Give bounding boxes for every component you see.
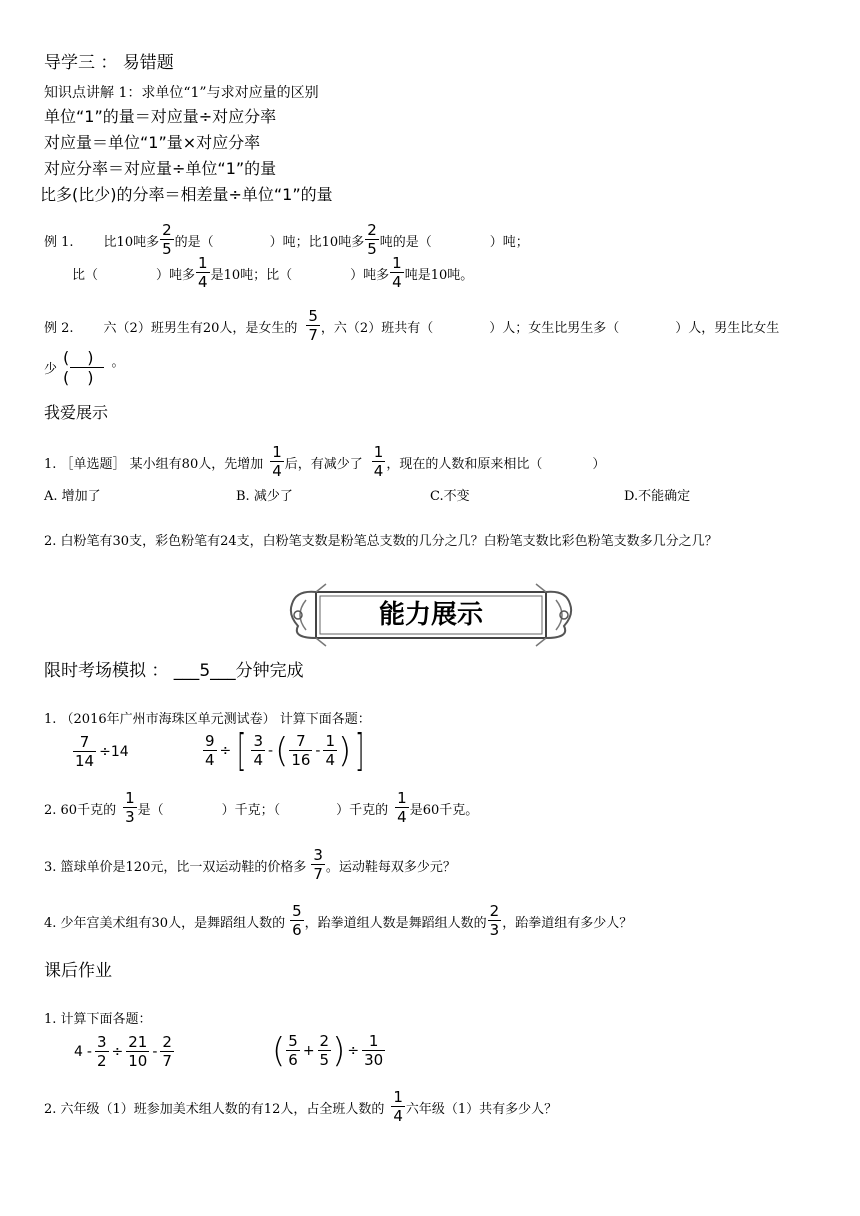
text: 六（2）班男生有20人，是女生的 [103,320,298,336]
fraction-21-10: $\frac{21}{10}$ [128,1033,148,1070]
fraction-1-4: $\frac{1}{4}$ [373,443,384,480]
text: ，跆拳道组有多少人？ [502,915,633,931]
fraction-2-5: $\frac{2}{5}$ [162,221,172,258]
exam-question-4 [44,900,632,942]
fraction-5-6: $\frac{5}{6}$ [288,1032,298,1069]
expression-hw-q1a [72,1030,175,1074]
text: ÷14 [99,744,129,760]
time-limit-value: 5 [199,661,211,681]
text: ÷ [219,743,232,759]
exam-question-1: 1. （2016年广州市海珠区单元测试卷） 计算下面各题： [44,712,371,727]
option-c: C.不变 [430,489,470,504]
text: 是60千克。 [409,802,479,818]
bracket-right: ] [355,725,365,776]
text: - [152,1044,158,1060]
paren-right: ) [338,731,352,771]
fraction-1-4: $\frac{1}{4}$ [393,1088,403,1125]
text: 2. 60千克的 [44,802,117,818]
example-2-line-1 [44,306,779,346]
fraction-2-3: $\frac{2}{3}$ [489,902,500,939]
text: - [315,743,321,759]
banner-title: 能力展示 [378,600,483,630]
bracket-left: [ [237,725,247,776]
text: 4 [74,1044,83,1060]
text: ，跆拳道组人数是舞蹈组人数的 [304,915,487,931]
fraction-2-7: $\frac{2}{7}$ [162,1033,172,1070]
paren-left: ( [275,731,289,771]
expression-q1b [202,726,368,776]
section-heading-homework: 课后作业 [44,961,112,981]
fraction-3-2: $\frac{3}{2}$ [96,1033,107,1070]
homework-question-1: 1. 计算下面各题： [44,1012,152,1027]
paren-left: ( [272,1031,286,1071]
fraction-7-14: $\frac{7}{14}$ [75,733,95,770]
text: 比（ [72,267,99,283]
text: - [86,1044,92,1060]
fraction-2-5: $\frac{2}{5}$ [319,1032,330,1069]
fraction-1-4: $\frac{1}{4}$ [397,789,407,826]
text: ）吨多 [350,267,390,283]
text: ，六（2）班共有（ [320,320,434,336]
fraction-9-4: $\frac{9}{4}$ [205,732,215,769]
fraction-5-6: $\frac{5}{6}$ [292,902,302,939]
paren-right: ) [332,1031,346,1071]
text: 六年级（1）共有多少人？ [405,1101,558,1117]
text: + [302,1043,315,1059]
homework-question-2 [44,1086,557,1128]
text: ，现在的人数和原来相比（ [386,456,543,472]
expression-hw-q1b [272,1026,386,1076]
fraction-1-4: $\frac{1}{4}$ [272,443,282,480]
text: ）吨；比10吨多 [269,234,365,250]
text: 2. 六年级（1）班参加美术组人数的有12人，占全班人数的 [44,1101,385,1117]
example-1-label: 例 1. [44,234,74,250]
text: ÷ [347,1043,360,1059]
fraction-7-16: $\frac{7}{16}$ [291,732,311,769]
expression-q1a [72,730,131,774]
text: ）吨； [489,234,529,250]
text: 。 [111,354,125,370]
fraction-3-4: $\frac{3}{4}$ [253,732,263,769]
text: ÷ [111,1044,124,1060]
text: 吨的是（ [379,234,432,250]
exam-question-3 [44,844,456,886]
text: ） [592,456,606,472]
text: ）人；女生比男生多（ [489,320,620,336]
text: 后，有减少了 [284,456,363,472]
option-b: B. 减少了 [236,489,293,504]
text: ）人，男生比女生 [675,320,780,336]
text: 。运动鞋每双多少元？ [325,859,456,875]
option-d: D.不能确定 [624,489,691,504]
fraction-3-7: $\frac{3}{7}$ [313,846,323,883]
section-heading-exam [44,656,304,681]
text: 是10吨；比（ [210,267,293,283]
text: 吨是10吨。 [404,267,474,283]
fraction-1-30: $\frac{1}{30}$ [364,1032,384,1069]
text: ）千克；（ [221,802,281,818]
knowledge-subtitle: 知识点讲解 1：求单位“1”与求对应量的区别 [44,85,319,101]
fraction-1-4: $\frac{1}{4}$ [392,254,402,291]
text: 比10吨多 [103,234,160,250]
formula-1: 单位“1”的量＝对应量÷对应分率 [44,107,277,126]
example-2-line-2 [44,346,125,388]
formula-4: 比多(比少)的分率＝相差量÷单位“1”的量 [40,185,333,204]
text: 1. ［单选题］ 某小组有80人，先增加 [44,456,264,472]
ability-banner [286,580,576,650]
formula-3: 对应分率＝对应量÷单位“1”的量 [44,159,277,178]
text: 限时考场模拟 ： ___ [44,661,200,681]
text: ）千克的 [336,802,389,818]
example-2-label: 例 2. [44,320,74,336]
section-heading-error-prone: 导学三 ： 易错题 [44,53,174,73]
option-a: A. 增加了 [44,489,101,504]
text: 少 [44,361,58,377]
blank-fraction: () () [63,347,112,387]
fraction-1-4: $\frac{1}{4}$ [325,732,336,769]
text: 是（ [137,802,164,818]
text: ）吨多 [156,267,196,283]
text: - [268,743,274,759]
show-question-2: 2. 白粉笔有30支，彩色粉笔有24支，白粉笔支数是粉笔总支数的几分之几？白粉笔支数比彩色粉笔支数多几分之几？ [44,534,718,549]
fraction-2-5: $\frac{2}{5}$ [367,221,377,258]
text: 的是（ [174,234,214,250]
section-heading-show: 我爱展示 [44,403,109,422]
fraction-1-3: $\frac{1}{3}$ [125,789,135,826]
text: ___分钟完成 [210,661,304,681]
exam-question-2 [44,788,478,828]
fraction-1-4: $\frac{1}{4}$ [198,254,208,291]
formula-2: 对应量＝单位“1”量×对应分率 [44,133,261,152]
text: 4. 少年宫美术组有30人，是舞蹈组人数的 [44,915,286,931]
example-1-line-2 [72,253,473,293]
show-question-1 [44,442,605,482]
fraction-5-7: $\frac{5}{7}$ [308,307,318,344]
text: 3. 篮球单价是120元，比一双运动鞋的价格多 [44,859,307,875]
